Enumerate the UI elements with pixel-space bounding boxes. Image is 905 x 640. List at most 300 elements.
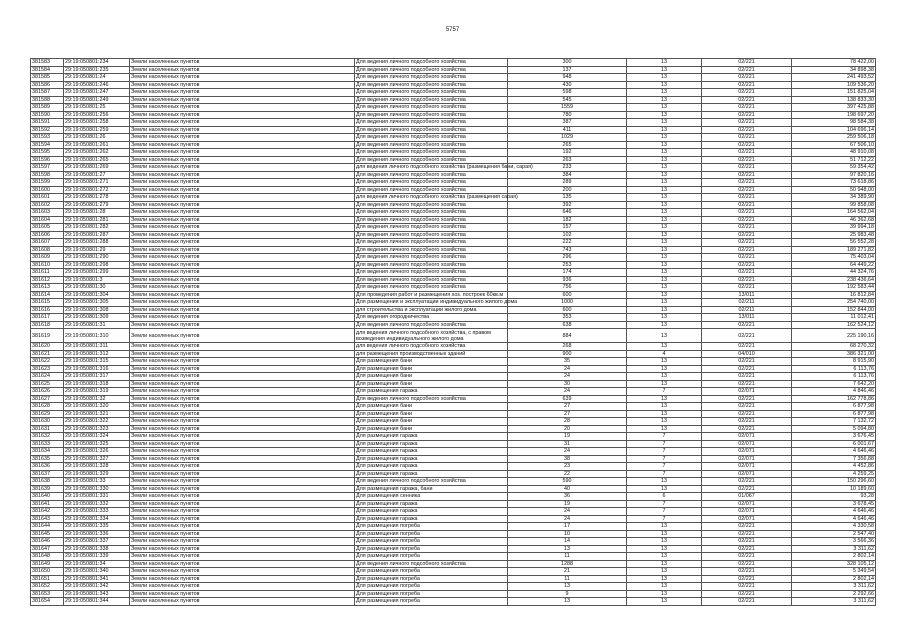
cadastral-value-cell: 241 493,52 (792, 74, 876, 82)
use-code-cell: 02/221 (702, 254, 792, 262)
group-code-cell: 13 (627, 119, 702, 127)
cadastral-value-cell: 6 113,76 (792, 373, 876, 381)
group-code-cell: 7 (627, 448, 702, 456)
use-code-cell: 02/221 (702, 126, 792, 134)
land-category-cell: Земли населенных пунктов (130, 485, 355, 493)
use-code-cell: 02/221 (702, 276, 792, 284)
use-code-cell: 02/221 (702, 545, 792, 553)
cadastral-value-cell: 16 812,84 (792, 291, 876, 299)
use-code-cell: 02/221 (702, 216, 792, 224)
permitted-use-cell: Для ведения личного подсобного хозяйства (355, 186, 508, 194)
use-code-cell: 13/011 (702, 291, 792, 299)
permitted-use-cell: Для ведения личного подсобного хозяйства (355, 209, 508, 217)
table-row (31, 126, 876, 134)
table-row (31, 380, 876, 388)
group-code-cell: 13 (627, 291, 702, 299)
use-code-cell: 02/221 (702, 104, 792, 112)
cadastral-value-cell: 75 403,04 (792, 254, 876, 262)
cadastral-number-cell: 29:19:050801:321 (64, 410, 130, 418)
use-code-cell: 02/221 (702, 523, 792, 531)
cadastral-number-cell: 29:19:050801:317 (64, 373, 130, 381)
permitted-use-cell: Для размещения гаража (355, 433, 508, 441)
group-code-cell: 13 (627, 560, 702, 568)
permitted-use-cell: Для ведения личного подсобного хозяйства (355, 321, 508, 329)
use-code-cell: 02/071 (702, 433, 792, 441)
table-row (31, 403, 876, 411)
table-row (31, 291, 876, 299)
permitted-use-cell: Для размещения гаража (355, 500, 508, 508)
cadastral-value-cell: 198 697,20 (792, 111, 876, 119)
cadastral-value-cell: 104 696,14 (792, 126, 876, 134)
permitted-use-cell: Для ведения личного подсобного хозяйства (355, 96, 508, 104)
cadastral-value-cell: 254 740,00 (792, 299, 876, 307)
table-row (31, 365, 876, 373)
row-number-cell: 381587 (31, 89, 64, 97)
table-row (31, 425, 876, 433)
use-code-cell: 02/221 (702, 119, 792, 127)
land-category-cell: Земли населенных пунктов (130, 246, 355, 254)
use-code-cell: 02/221 (702, 418, 792, 426)
row-number-cell: 381608 (31, 246, 64, 254)
area-cell: 263 (508, 156, 627, 164)
table-row (31, 59, 876, 67)
use-code-cell: 02/071 (702, 455, 792, 463)
land-category-cell: Земли населенных пунктов (130, 568, 355, 576)
use-code-cell: 02/221 (702, 395, 792, 403)
land-category-cell: Земли населенных пунктов (130, 171, 355, 179)
area-cell: 24 (508, 373, 627, 381)
cadastral-value-cell: 11 012,41 (792, 314, 876, 322)
permitted-use-cell: для ведения личного подсобного хозяйства, с правом возведения индивидуального жилого дома (355, 329, 508, 343)
cadastral-value-cell: 164 562,04 (792, 209, 876, 217)
land-category-cell: Земли населенных пунктов (130, 358, 355, 366)
group-code-cell: 13 (627, 321, 702, 329)
cadastral-number-cell: 29:19:050801:319 (64, 388, 130, 396)
cadastral-value-cell: 6 001,67 (792, 440, 876, 448)
land-category-cell: Земли населенных пунктов (130, 410, 355, 418)
area-cell: 392 (508, 201, 627, 209)
table-row (31, 493, 876, 501)
row-number-cell: 381626 (31, 388, 64, 396)
cadastral-number-cell: 29:19:050801:322 (64, 418, 130, 426)
cadastral-value-cell: 4 646,46 (792, 508, 876, 516)
area-cell: 192 (508, 149, 627, 157)
permitted-use-cell: Для ведения личного подсобного хозяйства (355, 141, 508, 149)
group-code-cell: 13 (627, 306, 702, 314)
row-number-cell: 381616 (31, 306, 64, 314)
row-number-cell: 381644 (31, 523, 64, 531)
cadastral-value-cell: 3 311,62 (792, 583, 876, 591)
group-code-cell: 13 (627, 254, 702, 262)
group-code-cell: 13 (627, 246, 702, 254)
permitted-use-cell: Для ведения личного подсобного хозяйства (355, 59, 508, 67)
cadastral-value-cell: 25 983,48 (792, 231, 876, 239)
row-number-cell: 381650 (31, 568, 64, 576)
permitted-use-cell: Для размещения бани (355, 418, 508, 426)
cadastral-number-cell: 29:19:050801:265 (64, 156, 130, 164)
table-row (31, 171, 876, 179)
permitted-use-cell: Для ведения личного подсобного хозяйства (355, 254, 508, 262)
row-number-cell: 381653 (31, 590, 64, 598)
area-cell: 24 (508, 365, 627, 373)
land-category-cell: Земли населенных пунктов (130, 276, 355, 284)
permitted-use-cell: Для ведения личного подсобного хозяйства (355, 74, 508, 82)
cadastral-number-cell: 29:19:050801:261 (64, 141, 130, 149)
cadastral-value-cell: 44 324,76 (792, 269, 876, 277)
land-category-cell: Земли населенных пунктов (130, 545, 355, 553)
use-code-cell: 02/221 (702, 410, 792, 418)
cadastral-number-cell: 29:19:050801:247 (64, 89, 130, 97)
permitted-use-cell: Для размещения гаража (355, 508, 508, 516)
area-cell: 10 (508, 530, 627, 538)
use-code-cell: 02/221 (702, 380, 792, 388)
group-code-cell: 13 (627, 329, 702, 343)
area-cell: 40 (508, 485, 627, 493)
cadastral-value-cell: 5 349,54 (792, 568, 876, 576)
permitted-use-cell: Для ведения личного подсобного хозяйства (355, 126, 508, 134)
cadastral-value-cell: 259 506,18 (792, 134, 876, 142)
land-registry-table (30, 58, 876, 606)
area-cell: 200 (508, 186, 627, 194)
cadastral-value-cell: 51 712,22 (792, 156, 876, 164)
use-code-cell: 02/221 (702, 201, 792, 209)
group-code-cell: 13 (627, 126, 702, 134)
land-category-cell: Земли населенных пунктов (130, 380, 355, 388)
permitted-use-cell: Для размещения бани (355, 358, 508, 366)
cadastral-number-cell: 29:19:050801:246 (64, 81, 130, 89)
permitted-use-cell: Для ведения личного подсобного хозяйства (355, 134, 508, 142)
cadastral-number-cell: 29:19:050801:30 (64, 284, 130, 292)
cadastral-number-cell: 29:19:050801:282 (64, 224, 130, 232)
cadastral-number-cell: 29:19:050801:340 (64, 568, 130, 576)
group-code-cell: 13 (627, 590, 702, 598)
cadastral-value-cell: 6 877,98 (792, 403, 876, 411)
group-code-cell: 13 (627, 425, 702, 433)
table-row (31, 515, 876, 523)
permitted-use-cell: Для ведения личного подсобного хозяйства (355, 231, 508, 239)
use-code-cell: 02/221 (702, 239, 792, 247)
cadastral-value-cell: 4 259,25 (792, 470, 876, 478)
cadastral-number-cell: 29:19:050801:258 (64, 119, 130, 127)
cadastral-value-cell: 151 825,04 (792, 89, 876, 97)
area-cell: 387 (508, 119, 627, 127)
use-code-cell: 02/221 (702, 329, 792, 343)
group-code-cell: 13 (627, 164, 702, 172)
cadastral-number-cell: 29:19:050801:31 (64, 321, 130, 329)
cadastral-value-cell: 93,28 (792, 493, 876, 501)
land-category-cell: Земли населенных пунктов (130, 74, 355, 82)
cadastral-value-cell: 138 833,30 (792, 96, 876, 104)
area-cell: 639 (508, 395, 627, 403)
use-code-cell: 02/071 (702, 515, 792, 523)
use-code-cell: 02/071 (702, 448, 792, 456)
group-code-cell: 7 (627, 388, 702, 396)
cadastral-value-cell: 4 646,46 (792, 448, 876, 456)
cadastral-number-cell: 29:19:050801:329 (64, 470, 130, 478)
use-code-cell: 02/221 (702, 149, 792, 157)
land-category-cell: Земли населенных пунктов (130, 598, 355, 606)
permitted-use-cell: Для размещения гаража, бани (355, 485, 508, 493)
row-number-cell: 381641 (31, 500, 64, 508)
land-category-cell: Земли населенных пунктов (130, 126, 355, 134)
row-number-cell: 381604 (31, 216, 64, 224)
area-cell: 135 (508, 194, 627, 202)
permitted-use-cell: Для ведения личного подсобного хозяйства (355, 111, 508, 119)
table-row (31, 388, 876, 396)
permitted-use-cell: Для ведения личного подсобного хозяйства (355, 478, 508, 486)
cadastral-value-cell: 34 898,38 (792, 66, 876, 74)
use-code-cell: 02/211 (702, 306, 792, 314)
permitted-use-cell: Для ведения личного подсобного хозяйства (355, 156, 508, 164)
row-number-cell: 381632 (31, 433, 64, 441)
area-cell: 948 (508, 74, 627, 82)
row-number-cell: 381614 (31, 291, 64, 299)
permitted-use-cell: Для ведения личного подсобного хозяйства (355, 81, 508, 89)
land-category-cell: Земли населенных пунктов (130, 89, 355, 97)
group-code-cell: 13 (627, 186, 702, 194)
group-code-cell: 13 (627, 410, 702, 418)
use-code-cell: 02/221 (702, 425, 792, 433)
row-number-cell: 381654 (31, 598, 64, 606)
row-number-cell: 381631 (31, 425, 64, 433)
group-code-cell: 13 (627, 81, 702, 89)
row-number-cell: 381610 (31, 261, 64, 269)
land-category-cell: Земли населенных пунктов (130, 269, 355, 277)
table-row (31, 141, 876, 149)
use-code-cell: 02/221 (702, 478, 792, 486)
area-cell: 353 (508, 314, 627, 322)
area-cell: 30 (508, 380, 627, 388)
group-code-cell: 7 (627, 508, 702, 516)
table-row (31, 433, 876, 441)
cadastral-value-cell: 2 547,40 (792, 530, 876, 538)
land-category-cell: Земли населенных пунктов (130, 530, 355, 538)
cadastral-number-cell: 29:19:050801:29 (64, 246, 130, 254)
row-number-cell: 381643 (31, 515, 64, 523)
land-category-cell: Земли населенных пунктов (130, 329, 355, 343)
permitted-use-cell: Для ведения личного подсобного хозяйства (355, 216, 508, 224)
cadastral-number-cell: 29:19:050801:316 (64, 365, 130, 373)
cadastral-value-cell: 46 362,68 (792, 216, 876, 224)
cadastral-value-cell: 3 566,36 (792, 538, 876, 546)
permitted-use-cell: Для размещения погреба (355, 568, 508, 576)
cadastral-value-cell: 59 354,42 (792, 164, 876, 172)
use-code-cell: 02/071 (702, 508, 792, 516)
area-cell: 1029 (508, 134, 627, 142)
cadastral-number-cell: 29:19:050801:25 (64, 104, 130, 112)
group-code-cell: 13 (627, 96, 702, 104)
row-number-cell: 381627 (31, 395, 64, 403)
row-number-cell: 381612 (31, 276, 64, 284)
row-number-cell: 381591 (31, 119, 64, 127)
row-number-cell: 381598 (31, 171, 64, 179)
table-row (31, 500, 876, 508)
use-code-cell: 02/221 (702, 530, 792, 538)
cadastral-number-cell: 29:19:050801:33 (64, 478, 130, 486)
area-cell: 182 (508, 216, 627, 224)
group-code-cell: 13 (627, 358, 702, 366)
cadastral-number-cell: 29:19:050801:311 (64, 343, 130, 351)
group-code-cell: 13 (627, 239, 702, 247)
cadastral-number-cell: 29:19:050801:339 (64, 553, 130, 561)
area-cell: 430 (508, 81, 627, 89)
cadastral-number-cell: 29:19:050801:341 (64, 575, 130, 583)
table-row (31, 538, 876, 546)
cadastral-number-cell: 29:19:050801:279 (64, 201, 130, 209)
table-row (31, 209, 876, 217)
permitted-use-cell: Для размещения погреба (355, 598, 508, 606)
permitted-use-cell: Для ведения личного подсобного хозяйства (355, 284, 508, 292)
use-code-cell: 02/221 (702, 89, 792, 97)
cadastral-value-cell: 4 846,46 (792, 388, 876, 396)
permitted-use-cell: Для размещения гаража (355, 455, 508, 463)
use-code-cell: 02/221 (702, 583, 792, 591)
group-code-cell: 13 (627, 141, 702, 149)
row-number-cell: 381625 (31, 380, 64, 388)
cadastral-number-cell: 29:19:050801:298 (64, 261, 130, 269)
cadastral-number-cell: 29:19:050801:27 (64, 171, 130, 179)
cadastral-number-cell: 29:19:050801:331 (64, 493, 130, 501)
use-code-cell: 02/221 (702, 553, 792, 561)
land-category-cell: Земли населенных пунктов (130, 314, 355, 322)
row-number-cell: 381636 (31, 463, 64, 471)
table-row (31, 395, 876, 403)
row-number-cell: 381590 (31, 111, 64, 119)
area-cell: 24 (508, 508, 627, 516)
land-category-cell: Земли населенных пунктов (130, 321, 355, 329)
cadastral-number-cell: 29:19:050801:324 (64, 433, 130, 441)
cadastral-number-cell: 29:19:050801:287 (64, 231, 130, 239)
cadastral-number-cell: 29:19:050801:335 (64, 523, 130, 531)
area-cell: 936 (508, 276, 627, 284)
cadastral-number-cell: 29:19:050801:34 (64, 560, 130, 568)
use-code-cell: 02/221 (702, 209, 792, 217)
permitted-use-cell: Для ведения личного подсобного хозяйства (355, 66, 508, 74)
land-category-cell: Земли населенных пунктов (130, 96, 355, 104)
use-code-cell: 02/221 (702, 269, 792, 277)
group-code-cell: 13 (627, 478, 702, 486)
group-code-cell: 13 (627, 523, 702, 531)
use-code-cell: 02/221 (702, 403, 792, 411)
use-code-cell: 02/221 (702, 575, 792, 583)
cadastral-number-cell: 29:19:050801:305 (64, 299, 130, 307)
permitted-use-cell: Для ведения личного подсобного хозяйства (355, 239, 508, 247)
land-category-cell: Земли населенных пунктов (130, 583, 355, 591)
group-code-cell: 13 (627, 261, 702, 269)
use-code-cell: 02/221 (702, 96, 792, 104)
area-cell: 590 (508, 478, 627, 486)
table-row (31, 134, 876, 142)
table-row (31, 201, 876, 209)
row-number-cell: 381628 (31, 403, 64, 411)
use-code-cell: 02/221 (702, 284, 792, 292)
use-code-cell: 02/221 (702, 59, 792, 67)
permitted-use-cell: Для размещения бани (355, 410, 508, 418)
land-category-cell: Земли населенных пунктов (130, 66, 355, 74)
row-number-cell: 381588 (31, 96, 64, 104)
cadastral-number-cell: 29:19:050801:26 (64, 134, 130, 142)
area-cell: 900 (508, 350, 627, 358)
table-row (31, 590, 876, 598)
area-cell: 600 (508, 306, 627, 314)
cadastral-number-cell: 29:19:050801:312 (64, 350, 130, 358)
permitted-use-cell: Для размещения и эксплуатации индивидуального жилого дома (356, 299, 518, 306)
cadastral-number-cell: 29:19:050801:337 (64, 538, 130, 546)
use-code-cell: 02/221 (702, 66, 792, 74)
cadastral-number-cell: 29:19:050801:326 (64, 448, 130, 456)
cadastral-number-cell: 29:19:050801:32 (64, 395, 130, 403)
area-cell: 36 (508, 493, 627, 501)
group-code-cell: 4 (627, 350, 702, 358)
area-cell: 289 (508, 179, 627, 187)
group-code-cell: 13 (627, 59, 702, 67)
table-row (31, 216, 876, 224)
permitted-use-cell: Для ведения личного подсобного хозяйства (355, 119, 508, 127)
table-row (31, 156, 876, 164)
area-cell: 102 (508, 231, 627, 239)
row-number-cell: 381583 (31, 59, 64, 67)
cadastral-value-cell: 39 994,18 (792, 224, 876, 232)
table-row (31, 343, 876, 351)
cadastral-number-cell: 29:19:050801:299 (64, 269, 130, 277)
row-number-cell: 381634 (31, 448, 64, 456)
row-number-cell: 381609 (31, 254, 64, 262)
table-row (31, 329, 876, 343)
group-code-cell: 13 (627, 156, 702, 164)
row-number-cell: 381651 (31, 575, 64, 583)
cadastral-value-cell: 7 642,20 (792, 380, 876, 388)
cadastral-value-cell: 7 356,88 (792, 455, 876, 463)
land-category-cell: Земли населенных пунктов (130, 493, 355, 501)
area-cell: 1559 (508, 104, 627, 112)
use-code-cell: 02/221 (702, 179, 792, 187)
area-cell: 545 (508, 96, 627, 104)
land-category-cell: Земли населенных пунктов (130, 239, 355, 247)
cadastral-number-cell: 29:19:050801:336 (64, 530, 130, 538)
cadastral-number-cell: 29:19:050801:328 (64, 463, 130, 471)
area-cell: 19 (508, 433, 627, 441)
area-cell: 384 (508, 171, 627, 179)
cadastral-value-cell: 98 584,38 (792, 119, 876, 127)
cadastral-number-cell: 29:19:050801:259 (64, 126, 130, 134)
table-row (31, 276, 876, 284)
row-number-cell: 381617 (31, 314, 64, 322)
area-cell: 1288 (508, 560, 627, 568)
permitted-use-cell: Для размещения погреба (355, 583, 508, 591)
row-number-cell: 381647 (31, 545, 64, 553)
row-number-cell: 381629 (31, 410, 64, 418)
use-code-cell: 02/221 (702, 358, 792, 366)
table-row (31, 530, 876, 538)
land-category-cell: Земли населенных пунктов (130, 104, 355, 112)
table-row (31, 224, 876, 232)
table-row (31, 583, 876, 591)
cadastral-value-cell: 162 524,12 (792, 321, 876, 329)
row-number-cell: 381606 (31, 231, 64, 239)
cadastral-number-cell: 29:19:050801:323 (64, 425, 130, 433)
permitted-use-cell: Для размещения бани (355, 403, 508, 411)
table-row (31, 194, 876, 202)
row-number-cell: 381645 (31, 530, 64, 538)
cadastral-value-cell: 5 094,80 (792, 425, 876, 433)
use-code-cell: 02/221 (702, 164, 792, 172)
land-category-cell: Земли населенных пунктов (130, 119, 355, 127)
area-cell: 19 (508, 500, 627, 508)
permitted-use-cell: Для ведения личного подсобного хозяйства (355, 261, 508, 269)
land-category-cell: Земли населенных пунктов (130, 194, 355, 202)
land-category-cell: Земли населенных пунктов (130, 508, 355, 516)
row-number-cell: 381613 (31, 284, 64, 292)
